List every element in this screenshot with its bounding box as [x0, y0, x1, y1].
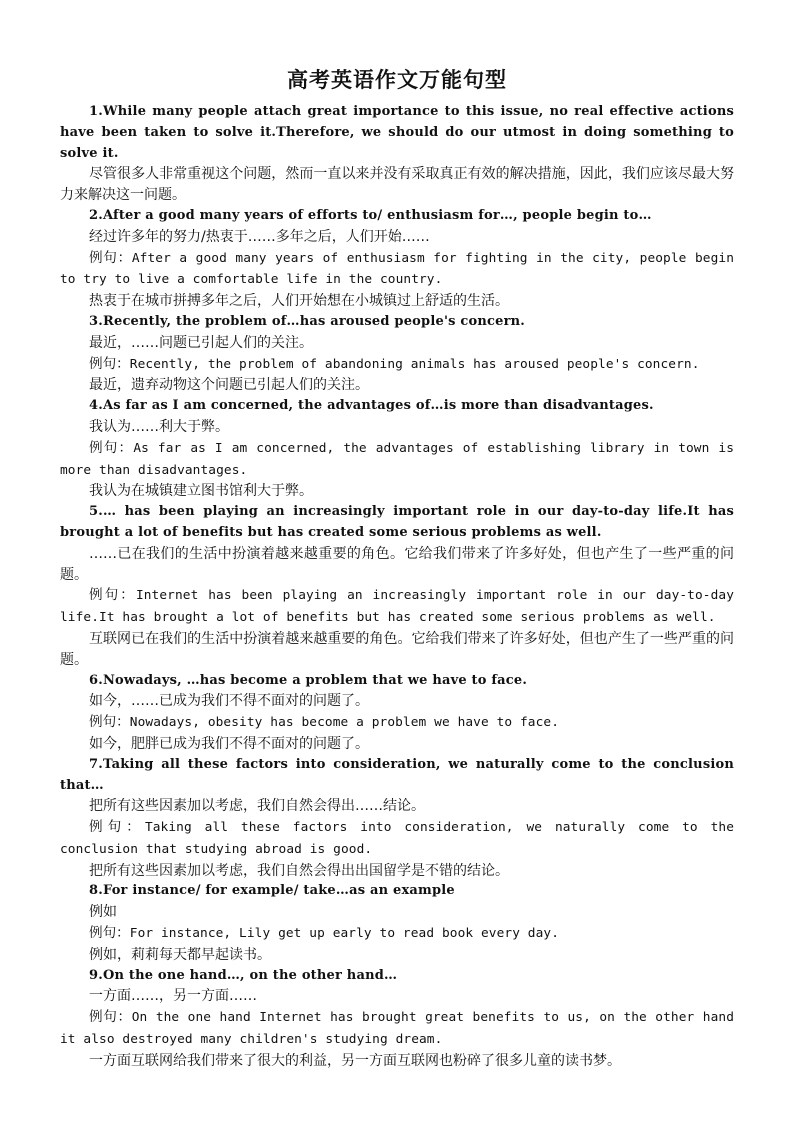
example-sentence — [60, 712, 734, 734]
pattern-translation: 把所有这些因素加以考虑，我们自然会得出……结论。 — [89, 798, 425, 815]
pattern-sentence: 1.While many people attach great importance to this issue, no real effective actions have been taken to solve it.Therefore, we should do our utmost in doing something to solve it. — [60, 104, 734, 161]
pattern-translation: 最近，……问题已引起人们的关注。 — [89, 334, 313, 351]
example-label: 例句： — [89, 1009, 132, 1026]
example-label: 例句： — [89, 714, 130, 731]
example-label: 例句： — [89, 819, 145, 836]
pattern-translation: 一方面……，另一方面…… — [89, 988, 257, 1005]
example-text: Internet has been playing an increasingly important role in our day-to-day life.It has brought a lot of benefits but has created some serious problems as well. — [60, 588, 735, 626]
example-sentence — [60, 438, 734, 482]
example-label: 例句： — [89, 249, 132, 266]
example-label: 例句： — [89, 925, 130, 942]
pattern-sentence: 3.Recently, the problem of…has aroused people's concern. — [89, 313, 526, 329]
pattern-sentence: 2.After a good many years of efforts to/ enthusiasm for…, people begin to… — [89, 207, 652, 223]
example-sentence — [60, 817, 734, 861]
example-label: 例句： — [89, 355, 130, 372]
example-translation: 互联网已在我们的生活中扮演着越来越重要的角色。它给我们带来了许多好处，但也产生了一些严重的问题。 — [60, 630, 734, 668]
pattern-sentence: 6.Nowadays, …has become a problem that we have to face. — [89, 672, 528, 688]
pattern-sentence: 4.As far as I am concerned, the advantages of…is more than disadvantages. — [89, 398, 654, 414]
example-text: Nowadays, obesity has become a problem we have to face. — [129, 715, 560, 731]
example-translation: 一方面互联网给我们带来了很大的利益，另一方面互联网也粉碎了很多儿童的读书梦。 — [89, 1052, 621, 1069]
example-text: After a good many years of enthusiasm for fighting in the city, people begin to try to live a comfortable life in the country. — [60, 250, 734, 288]
example-sentence — [60, 1007, 734, 1051]
pattern-translation: 例如 — [89, 904, 117, 921]
example-translation: 例如，莉莉每天都早起读书。 — [89, 946, 271, 963]
example-translation: 热衷于在城市拼搏多年之后，人们开始想在小城镇过上舒适的生活。 — [89, 293, 509, 310]
pattern-translation: 我认为……利大于弊。 — [89, 418, 229, 435]
page-title: 高考英语作文万能句型 — [287, 67, 507, 92]
pattern-sentence: 8.For instance/ for example/ take…as an example — [89, 883, 455, 899]
example-text: On the one hand Internet has brought great benefits to us, on the other hand it also destroyed many children's studying dream. — [60, 1010, 735, 1048]
example-label: 例句： — [89, 439, 134, 456]
example-sentence — [60, 923, 734, 945]
example-sentence — [60, 248, 734, 292]
example-label: 例句： — [89, 587, 136, 604]
example-text: For instance, Lily get up early to read book every day. — [129, 926, 560, 942]
pattern-translation: 如今，……已成为我们不得不面对的问题了。 — [89, 693, 369, 710]
pattern-translation: 尽管很多人非常重视这个问题，然而一直以来并没有采取真正有效的解决措施，因此，我们应该尽最大努力来解决这一问题。 — [60, 166, 734, 204]
pattern-sentence: 5.… has been playing an increasingly important role in our day-to-day life.It has brought a lot of benefits but has created some serious problems as well. — [60, 504, 734, 540]
example-sentence — [60, 354, 734, 376]
pattern-translation: 经过许多年的努力/热衷于……多年之后，人们开始…… — [89, 228, 430, 245]
example-text: Recently, the problem of abandoning animals has aroused people's concern. — [129, 356, 700, 372]
pattern-sentence: 9.On the one hand…, on the other hand… — [89, 967, 398, 983]
example-translation: 如今，肥胖已成为我们不得不面对的问题了。 — [89, 735, 369, 752]
example-text: Taking all these factors into consideration, we naturally come to the conclusion that studying abroad is good. — [60, 820, 734, 857]
example-translation: 把所有这些因素加以考虑，我们自然会得出出国留学是不错的结论。 — [89, 862, 509, 879]
example-translation: 我认为在城镇建立图书馆利大于弊。 — [89, 483, 313, 500]
pattern-sentence: 7.Taking all these factors into consideration, we naturally come to the conclusion that… — [60, 756, 734, 793]
example-text: As far as I am concerned, the advantages of establishing library in town is more than disadvantages. — [60, 440, 735, 478]
example-translation: 最近，遗弃动物这个问题已引起人们的关注。 — [89, 377, 369, 394]
sentence-pattern-list — [60, 102, 734, 1072]
example-sentence — [60, 585, 734, 629]
pattern-translation: ……已在我们的生活中扮演着越来越重要的角色。它给我们带来了许多好处，但也产生了一些严重的问题。 — [60, 545, 734, 583]
